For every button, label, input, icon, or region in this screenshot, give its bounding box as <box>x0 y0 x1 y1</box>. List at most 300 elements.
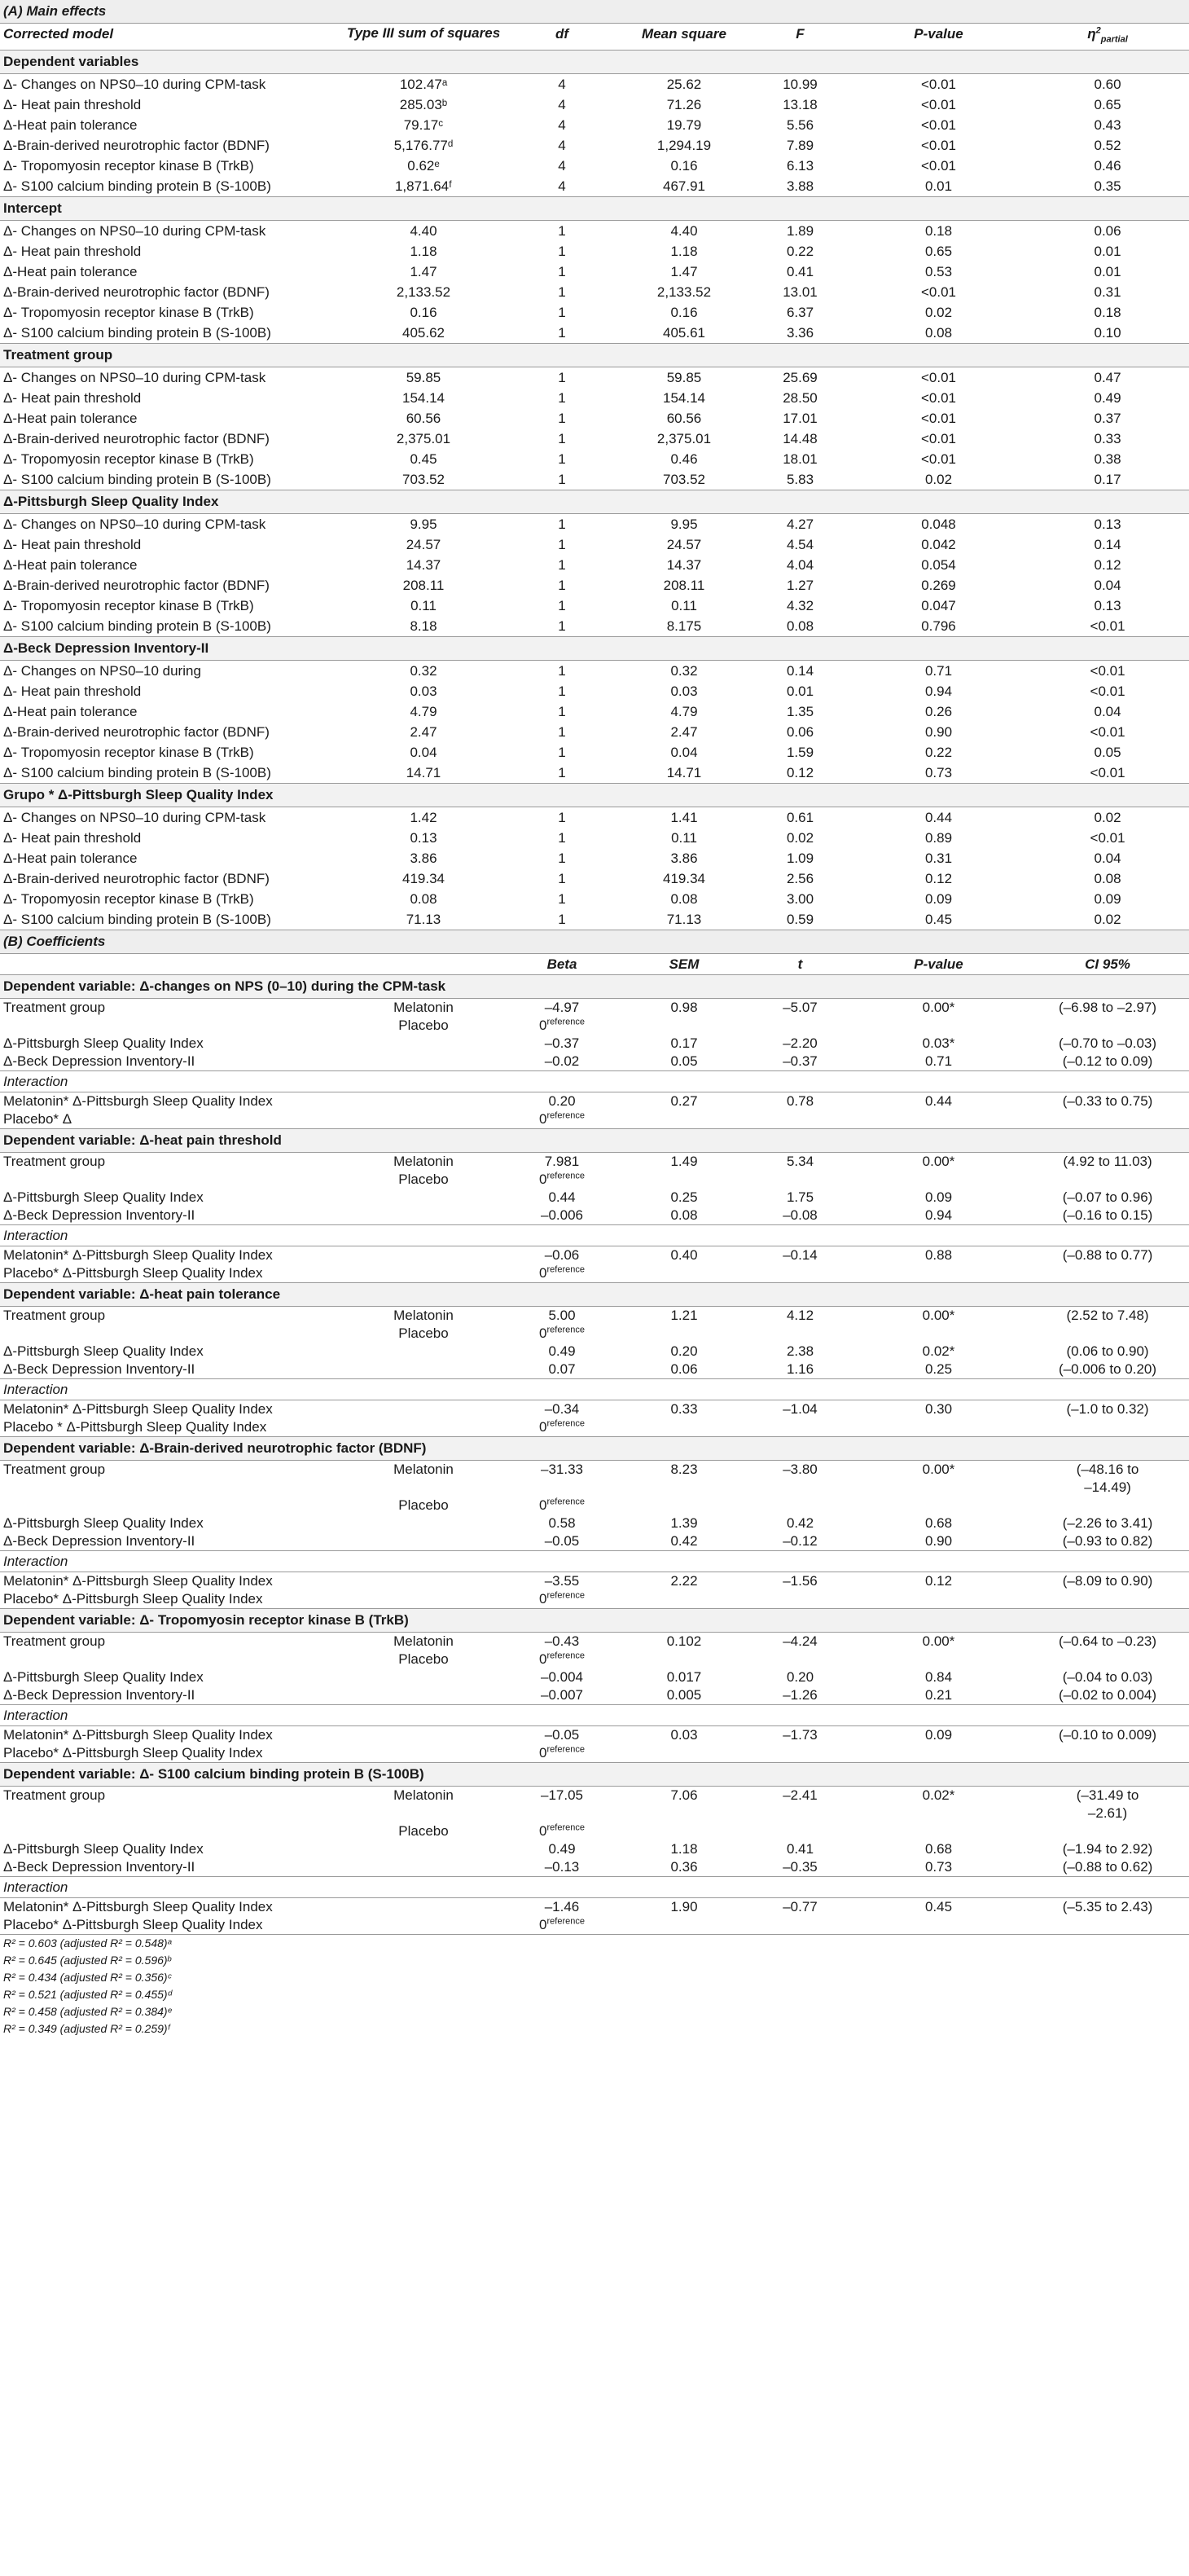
footnote-row <box>0 1952 1189 1969</box>
cell-value: <0.01 <box>1090 724 1125 741</box>
reference-sup: reference <box>546 1651 585 1661</box>
cell-value: 0.41 <box>786 264 814 280</box>
row-label: Δ-Brain-derived neurotrophic factor (BDNF) <box>3 284 270 301</box>
cell-value: 4.54 <box>786 537 814 553</box>
cell-value: 0.06 <box>786 724 814 741</box>
row-label: Δ- S100 calcium binding protein B (S-100B) <box>3 912 271 928</box>
cell-value: 1 <box>558 851 566 867</box>
cell-value: 0.73 <box>924 765 953 781</box>
covariate-row <box>0 1035 1189 1053</box>
empty-cell <box>851 1171 1026 1189</box>
row-label: Δ- S100 calcium binding protein B (S-100B) <box>3 618 271 635</box>
empty-cell <box>749 1110 851 1129</box>
cell-value: 1.90 <box>670 1899 698 1915</box>
cell-value: (0.06 to 0.90) <box>1066 1343 1149 1360</box>
cell-value: 0.84 <box>924 1669 953 1686</box>
cell-value: 0.09 <box>924 891 953 908</box>
row-label: Δ- Changes on NPS0–10 during CPM-task <box>3 517 266 533</box>
empty-cell <box>342 1840 505 1858</box>
empty-cell <box>0 1325 342 1343</box>
group-label: Δ-Beck Depression Inventory-II <box>0 637 1189 661</box>
empty-cell <box>749 1590 851 1609</box>
empty-cell <box>0 1497 342 1514</box>
cell-value: 0.00* <box>922 1633 955 1650</box>
interaction-placebo-label: Placebo* Δ-Pittsburgh Sleep Quality Index <box>3 1591 263 1607</box>
covariate-row <box>0 1532 1189 1551</box>
covariate-label: Δ-Beck Depression Inventory-II <box>0 1858 342 1877</box>
reference-value: 0$^{reference}$ <box>539 1822 585 1840</box>
empty-cell <box>619 1479 749 1497</box>
reference-sup: reference <box>546 1171 585 1181</box>
cell-value: 0.20 <box>548 1093 576 1110</box>
empty-cell <box>342 1361 505 1379</box>
empty-cell <box>505 1479 619 1497</box>
empty-cell <box>851 1916 1026 1935</box>
row-label: Δ- Tropomyosin receptor kinase B (TrkB) <box>3 891 254 908</box>
empty-cell <box>1026 1590 1189 1609</box>
footnote: R² = 0.458 (adjusted R² = 0.384)ᵉ <box>3 2005 172 2019</box>
empty-cell <box>342 1343 505 1361</box>
cell-value: 0.04 <box>1094 851 1121 867</box>
cell-value: (2.52 to 7.48) <box>1066 1308 1149 1324</box>
cell-value: 4 <box>558 77 566 93</box>
reference-value: 0$^{reference}$ <box>539 1651 585 1668</box>
interaction-placebo-row <box>0 1916 1189 1935</box>
cell-value: 1.21 <box>670 1308 698 1324</box>
interaction-heading-row <box>0 1379 1189 1400</box>
cell-value: 0.14 <box>786 663 814 679</box>
cell-value: 0.08 <box>619 1207 749 1225</box>
cell-value: 405.61 <box>663 325 705 341</box>
cell-value: 0.12 <box>786 765 814 781</box>
empty-cell <box>749 1744 851 1763</box>
cell-value: –0.02 <box>505 1053 619 1071</box>
cell-value: –1.46 <box>544 1899 580 1915</box>
group-row <box>0 344 1189 367</box>
cell-value: 0.25 <box>851 1361 1026 1379</box>
empty-cell <box>749 1479 851 1497</box>
table-row <box>0 135 1189 156</box>
cell-value: 0.02 <box>924 305 953 321</box>
footnote-row <box>0 1969 1189 1986</box>
cell-value: 0.44 <box>548 1189 576 1206</box>
table-row <box>0 408 1189 429</box>
row-label: Δ- Changes on NPS0–10 during CPM-task <box>3 223 266 240</box>
section-a-title-row <box>0 0 1189 24</box>
empty-cell <box>749 1325 851 1343</box>
cell-value: 0.46 <box>670 451 698 468</box>
group-label: Treatment group <box>0 344 1189 367</box>
empty-cell <box>0 1651 342 1668</box>
table-row <box>0 807 1189 829</box>
cell-value: 1 <box>558 472 566 488</box>
reference-value: 0$^{reference}$ <box>539 1744 585 1761</box>
cell-value: 1 <box>558 891 566 908</box>
cell-value: 0.30 <box>924 1401 953 1418</box>
cell-value: 0.43 <box>1094 117 1121 134</box>
covariate-label: Δ-Pittsburgh Sleep Quality Index <box>3 1343 204 1360</box>
table-row <box>0 95 1189 115</box>
cell-value: 0.11 <box>671 830 697 846</box>
cell-value: 1 <box>558 663 566 679</box>
placebo-label: Placebo <box>398 1325 449 1342</box>
covariate-label: Δ-Pittsburgh Sleep Quality Index <box>3 1189 204 1206</box>
empty-cell <box>851 1479 1026 1497</box>
row-label: Δ- Heat pain threshold <box>3 830 142 846</box>
cell-value: <0.01 <box>920 431 956 447</box>
cell-value: <0.01 <box>920 77 956 93</box>
interaction-melatonin-label: Melatonin* Δ-Pittsburgh Sleep Quality Index <box>3 1573 273 1589</box>
interaction-placebo-label: Placebo* Δ-Pittsburgh Sleep Quality Index <box>3 1917 263 1933</box>
cell-value: 0.12 <box>924 1573 953 1589</box>
cell-value: –0.43 <box>544 1633 580 1650</box>
cell-value: 0.09 <box>924 1189 953 1206</box>
cell-value: 0.25 <box>670 1189 698 1206</box>
interaction-melatonin-row <box>0 1092 1189 1111</box>
cell-value: 0.18 <box>1094 305 1121 321</box>
empty-cell <box>505 1805 619 1822</box>
cell-value: 0.49 <box>548 1343 576 1360</box>
cell-value: 0.32 <box>410 663 437 679</box>
cell-value: 0.98 <box>670 1000 698 1016</box>
melatonin-label: Melatonin <box>393 1308 454 1324</box>
cell-value: 0.65 <box>924 244 953 260</box>
dependent-variable-label: Dependent variable: Δ-heat pain threshold <box>0 1129 1189 1153</box>
cell-value: 0.31 <box>924 851 953 867</box>
cell-value: 1 <box>558 724 566 741</box>
dependent-variable-row <box>0 1763 1189 1787</box>
row-label: Δ- S100 calcium binding protein B (S-100B) <box>3 325 271 341</box>
row-label: Δ-Heat pain tolerance <box>3 851 138 867</box>
cell-value: –0.007 <box>505 1686 619 1705</box>
row-label: Δ- S100 calcium binding protein B (S-100B) <box>3 765 271 781</box>
group-label: Dependent variables <box>0 51 1189 74</box>
header-ci-95-: CI 95% <box>1026 954 1189 975</box>
reference-sup: reference <box>546 1325 585 1335</box>
cell-value: 1 <box>558 370 566 386</box>
row-label: Δ-Brain-derived neurotrophic factor (BDNF) <box>3 138 270 154</box>
cell-value: 0.52 <box>1094 138 1121 154</box>
cell-value: –2.20 <box>783 1035 818 1052</box>
cell-value: –14.49) <box>1084 1479 1131 1496</box>
cell-value: 4.12 <box>786 1308 814 1324</box>
treatment-label: Treatment group <box>3 1462 106 1478</box>
cell-value: 0.05 <box>1094 745 1121 761</box>
cell-value: 1 <box>558 431 566 447</box>
interaction-melatonin-row <box>0 1572 1189 1591</box>
cell-value: 0.18 <box>924 223 953 240</box>
empty-cell <box>1026 1497 1189 1514</box>
row-label: Δ- Tropomyosin receptor kinase B (TrkB) <box>3 745 254 761</box>
cell-value: 154.14 <box>402 390 445 407</box>
cell-value: <0.01 <box>920 390 956 407</box>
reference-sup: reference <box>546 1110 585 1121</box>
cell-value: 7.06 <box>670 1787 698 1804</box>
cell-value: 2.47 <box>410 724 437 741</box>
cell-value: 0.11 <box>410 598 437 614</box>
cell-value: –0.35 <box>749 1858 851 1877</box>
treatment-row <box>0 999 1189 1018</box>
empty-cell <box>1026 1744 1189 1763</box>
cell-value: 4.40 <box>410 223 437 240</box>
cell-value: <0.01 <box>1090 830 1125 846</box>
empty-cell <box>749 1805 851 1822</box>
empty-cell <box>619 1017 749 1035</box>
reference-sup: reference <box>546 1264 585 1275</box>
header-t: t <box>749 954 851 975</box>
cell-value: 17.01 <box>783 411 818 427</box>
table-row <box>0 388 1189 408</box>
cell-value: –3.55 <box>544 1573 580 1589</box>
empty-cell <box>342 1805 505 1822</box>
cell-value: 1.18 <box>410 244 437 260</box>
cell-value: (–0.07 to 0.96) <box>1062 1189 1153 1206</box>
row-label: Δ- Heat pain threshold <box>3 390 142 407</box>
cell-value: 1 <box>558 830 566 846</box>
interaction-placebo-label: Placebo* Δ-Pittsburgh Sleep Quality Index <box>3 1745 263 1761</box>
cell-value: 0.02* <box>922 1787 955 1804</box>
cell-value: 2,133.52 <box>396 284 451 301</box>
interaction-melatonin-row <box>0 1726 1189 1745</box>
cell-value: –3.80 <box>783 1462 818 1478</box>
cell-value: 0.048 <box>921 517 956 533</box>
empty-cell <box>619 1590 749 1609</box>
melatonin-label: Melatonin <box>393 1633 454 1650</box>
melatonin-label: Melatonin <box>393 1154 454 1170</box>
interaction-melatonin-label: Melatonin* Δ-Pittsburgh Sleep Quality Index <box>3 1247 273 1264</box>
cell-value: <0.01 <box>1090 765 1125 781</box>
interaction-heading-row <box>0 1225 1189 1246</box>
placebo-label: Placebo <box>398 1651 449 1668</box>
cell-value: 1 <box>558 912 566 928</box>
placebo-row <box>0 1497 1189 1514</box>
cell-value: –0.13 <box>505 1858 619 1877</box>
table-row <box>0 176 1189 197</box>
footnote-row <box>0 2003 1189 2020</box>
cell-value: 1.27 <box>786 578 814 594</box>
cell-value: 1.39 <box>670 1515 698 1532</box>
interaction-placebo-label: Placebo * Δ-Pittsburgh Sleep Quality Index <box>3 1419 267 1435</box>
melatonin-label: Melatonin <box>393 1462 454 1478</box>
empty-cell <box>342 1189 505 1207</box>
dependent-variable-row <box>0 1129 1189 1153</box>
header-beta: Beta <box>505 954 619 975</box>
table-row <box>0 555 1189 575</box>
cell-value: 18.01 <box>783 451 818 468</box>
header-corrected-model: Corrected model <box>0 24 342 51</box>
header-blank <box>342 954 505 975</box>
row-label: Δ- Changes on NPS0–10 during CPM-task <box>3 370 266 386</box>
cell-value: 0.88 <box>924 1247 953 1264</box>
cell-value: 1,294.19 <box>656 138 712 154</box>
cell-value: 0.41 <box>786 1841 814 1857</box>
cell-value: 0.17 <box>670 1035 698 1052</box>
empty-cell <box>342 1035 505 1053</box>
cell-value: (–0.16 to 0.15) <box>1026 1207 1189 1225</box>
empty-cell <box>342 1668 505 1686</box>
cell-value: 0.16 <box>670 305 698 321</box>
cell-value: 0.10 <box>1094 325 1121 341</box>
covariate-label: Δ-Beck Depression Inventory-II <box>0 1686 342 1705</box>
cell-value: 0.42 <box>786 1515 814 1532</box>
reference-sup: reference <box>546 1590 585 1601</box>
cell-value: <0.01 <box>920 158 956 174</box>
cell-value: (–8.09 to 0.90) <box>1062 1573 1153 1589</box>
cell-value: 0.08 <box>924 325 953 341</box>
cell-value: 0.42 <box>619 1532 749 1551</box>
covariate-row <box>0 1840 1189 1858</box>
cell-value: 1 <box>558 871 566 887</box>
reference-sup: reference <box>546 1017 585 1027</box>
cell-value: (–0.88 to 0.62) <box>1026 1858 1189 1877</box>
footnote-row <box>0 1986 1189 2003</box>
cell-value: 7.981 <box>544 1154 580 1170</box>
cell-value: (–31.49 to <box>1076 1787 1139 1804</box>
treatment-label: Treatment group <box>3 1000 106 1016</box>
cell-value: (–0.88 to 0.77) <box>1062 1247 1153 1264</box>
cell-value: 0.03 <box>670 1727 698 1743</box>
empty-cell <box>851 1264 1026 1283</box>
cell-value: 0.06 <box>1094 223 1121 240</box>
cell-value: –0.06 <box>544 1247 580 1264</box>
empty-cell <box>851 1497 1026 1514</box>
group-row <box>0 197 1189 221</box>
empty-cell <box>619 1916 749 1935</box>
cell-value: (–0.006 to 0.20) <box>1026 1361 1189 1379</box>
cell-value: 1.35 <box>786 704 814 720</box>
footnote: R² = 0.349 (adjusted R² = 0.259)ᶠ <box>3 2022 170 2036</box>
cell-value: 0.21 <box>851 1686 1026 1705</box>
reference-value: 0$^{reference}$ <box>539 1110 585 1128</box>
cell-value: 1.75 <box>786 1189 814 1206</box>
table-row <box>0 115 1189 135</box>
cell-value: 0.08 <box>410 891 437 908</box>
cell-value: 8.23 <box>670 1462 698 1478</box>
cell-value: (4.92 to 11.03) <box>1063 1154 1152 1170</box>
cell-value: 154.14 <box>663 390 705 407</box>
cell-value: 1.18 <box>670 244 698 260</box>
cell-value: 1.59 <box>786 745 814 761</box>
table-row <box>0 469 1189 490</box>
empty-cell <box>749 1418 851 1437</box>
empty-cell <box>749 1916 851 1935</box>
interaction-label: Interaction <box>0 1705 1189 1726</box>
cell-value: (–0.12 to 0.09) <box>1026 1053 1189 1071</box>
cell-value: 1 <box>558 264 566 280</box>
cell-value: 2.56 <box>786 871 814 887</box>
cell-value: 419.34 <box>402 871 445 887</box>
cell-value: 0.33 <box>670 1401 698 1418</box>
cell-value: 0.047 <box>921 598 956 614</box>
interaction-placebo-row <box>0 1264 1189 1283</box>
cell-value: 0.22 <box>786 244 814 260</box>
covariate-row <box>0 1686 1189 1705</box>
empty-cell <box>342 1686 505 1705</box>
cell-value: 0.47 <box>1094 370 1121 386</box>
cell-value: 1 <box>558 810 566 826</box>
empty-cell <box>1026 1822 1189 1840</box>
cell-value: 5.56 <box>786 117 814 134</box>
cell-value: 1 <box>558 325 566 341</box>
cell-value: 0.01 <box>1094 264 1121 280</box>
cell-value: –1.04 <box>783 1401 818 1418</box>
cell-value: –0.77 <box>783 1899 818 1915</box>
row-label: Δ-Brain-derived neurotrophic factor (BDNF) <box>3 431 270 447</box>
empty-cell <box>851 1805 1026 1822</box>
cell-value: 1 <box>558 745 566 761</box>
cell-value: 0.94 <box>851 1207 1026 1225</box>
cell-value: 1 <box>558 451 566 468</box>
cell-value: 0.71 <box>851 1053 1026 1071</box>
empty-cell <box>342 1858 505 1877</box>
cell-value: 0.45 <box>924 1899 953 1915</box>
placebo-label: Placebo <box>398 1823 449 1840</box>
empty-cell <box>0 1479 342 1497</box>
row-label: Δ- Changes on NPS0–10 during CPM-task <box>3 77 266 93</box>
cell-value: 0.44 <box>924 810 953 826</box>
reference-value: 0$^{reference}$ <box>539 1418 585 1435</box>
cell-value: 0.02 <box>1094 912 1121 928</box>
empty-cell <box>851 1418 1026 1437</box>
dependent-variable-row <box>0 1283 1189 1307</box>
interaction-label: Interaction <box>0 1551 1189 1572</box>
cell-value: 0.27 <box>670 1093 698 1110</box>
cell-value: 0.53 <box>924 264 953 280</box>
empty-cell <box>619 1325 749 1343</box>
cell-value: (–1.94 to 2.92) <box>1062 1841 1153 1857</box>
group-label: Grupo * Δ-Pittsburgh Sleep Quality Index <box>0 784 1189 807</box>
cell-value: 2.22 <box>670 1573 698 1589</box>
cell-value: 10.99 <box>783 77 818 93</box>
cell-value: 0.20 <box>786 1669 814 1686</box>
cell-value: 1 <box>558 517 566 533</box>
cell-value: 0.40 <box>670 1247 698 1264</box>
empty-cell <box>0 1822 342 1840</box>
cell-value: 0.796 <box>921 618 956 635</box>
cell-value: 0.01 <box>924 178 953 195</box>
treatment-row <box>0 1787 1189 1805</box>
cell-value: 13.18 <box>783 97 818 113</box>
cell-value: 0.22 <box>924 745 953 761</box>
empty-cell <box>619 1497 749 1514</box>
row-label: Δ-Heat pain tolerance <box>3 117 138 134</box>
header-mean-square: Mean square <box>619 24 749 51</box>
cell-value: 0.02 <box>924 472 953 488</box>
cell-value: 0.04 <box>670 745 698 761</box>
cell-value: 2,375.01 <box>656 431 712 447</box>
cell-value: –5.07 <box>783 1000 818 1016</box>
cell-value: 5.34 <box>786 1154 814 1170</box>
cell-value: 0.59 <box>786 912 814 928</box>
cell-value: 5.83 <box>786 472 814 488</box>
cell-value: 8.18 <box>410 618 437 635</box>
interaction-placebo-row <box>0 1418 1189 1437</box>
empty-cell <box>1026 1017 1189 1035</box>
section-b-title: (B) Coefficients <box>0 930 1189 954</box>
row-label: Δ- Heat pain threshold <box>3 244 142 260</box>
row-label: Δ- Changes on NPS0–10 during CPM-task <box>3 810 266 826</box>
cell-value: 0.60 <box>1094 77 1121 93</box>
cell-value: 0.38 <box>1094 451 1121 468</box>
reference-value: 0$^{reference}$ <box>539 1916 585 1933</box>
table-row <box>0 596 1189 616</box>
cell-value: –31.33 <box>541 1462 583 1478</box>
interaction-melatonin-label: Melatonin* Δ-Pittsburgh Sleep Quality Index <box>3 1093 273 1110</box>
cell-value: 0.13 <box>410 830 437 846</box>
cell-value: 0.17 <box>1094 472 1121 488</box>
empty-cell <box>619 1651 749 1668</box>
cell-value: 0.054 <box>921 557 956 574</box>
